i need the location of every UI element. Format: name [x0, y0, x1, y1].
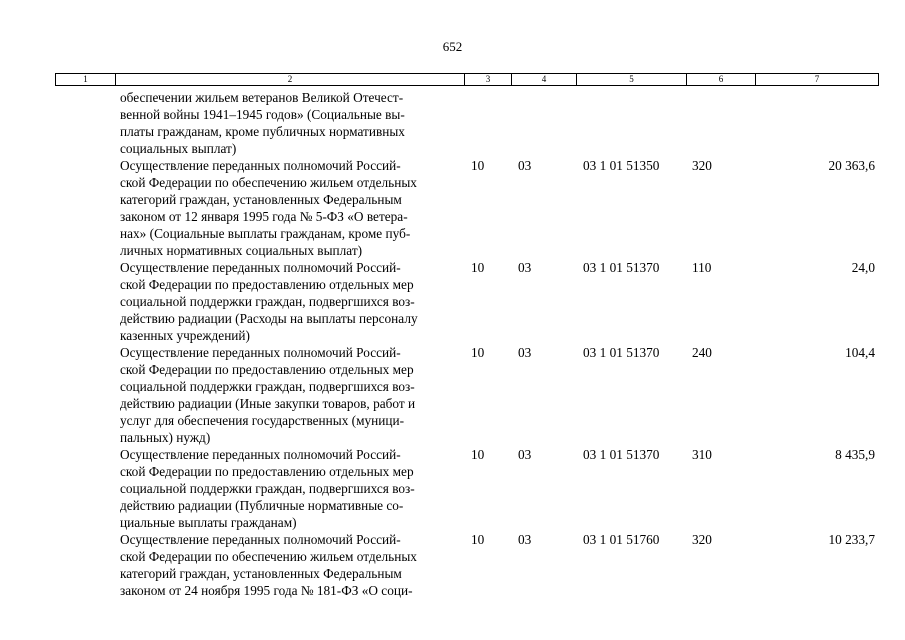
- row-description: Осуществление переданных полномочий Россий- ской Федерации по обеспечению жильем отдельных категорий граждан, установленных Федеральным законом от 12 января 1995 года № 5-ФЗ «О ветера- нах» (Социальные выплаты гражданам, кроме пуб- личных нормативных социальных выплат): [120, 158, 417, 258]
- row-expense-type: 240: [692, 345, 712, 360]
- row-description: Осуществление переданных полномочий Россий- ской Федерации по предоставлению отдельных мер социальной поддержки граждан, подвергшихся воз- действию радиации (Публичные нормативные со- циальные выплаты гражданам): [120, 447, 415, 530]
- row-section: 10: [471, 158, 485, 173]
- page-number: 652: [442, 39, 463, 54]
- row-expense-type: 320: [692, 158, 712, 173]
- row-target-code: 03 1 01 51370: [583, 345, 660, 360]
- row-subsection: 03: [518, 260, 532, 275]
- column-header-5: 5: [577, 74, 687, 85]
- column-header-2: 2: [116, 74, 465, 85]
- row-subsection: 03: [518, 532, 532, 547]
- row-amount: 24,0: [851, 260, 875, 275]
- column-header-3: 3: [465, 74, 512, 85]
- column-header-7: 7: [814, 74, 820, 84]
- table-column-header-row: [55, 73, 879, 86]
- table-row: [0, 89, 905, 157]
- row-subsection: 03: [518, 447, 532, 462]
- row-section: 10: [471, 447, 485, 462]
- row-target-code: 03 1 01 51370: [583, 447, 660, 462]
- row-description: обеспечении жильем ветеранов Великой Отечест- венной войны 1941–1945 годов» (Социальные вы- платы гражданам, кроме публичных нормативных социальных выплат): [120, 90, 405, 156]
- row-expense-type: 110: [692, 260, 712, 275]
- row-description: Осуществление переданных полномочий Россий- ской Федерации по предоставлению отдельных мер социальной поддержки граждан, подвергшихся воз- действию радиации (Иные закупки товаров, работ и услуг для обеспечения государственных (муници- пальных) нужд): [120, 345, 416, 445]
- row-expense-type: 320: [692, 532, 712, 547]
- row-amount: 10 233,7: [828, 532, 875, 547]
- table-row: [0, 446, 905, 531]
- table-row: [0, 157, 905, 259]
- row-description: Осуществление переданных полномочий Россий- ской Федерации по предоставлению отдельных мер социальной поддержки граждан, подвергшихся воз- действию радиации (Расходы на выплаты персоналу казенных учреждений): [120, 260, 418, 343]
- row-description: Осуществление переданных полномочий Россий- ской Федерации по обеспечению жильем отдельных категорий граждан, установленных Федеральным законом от 24 ноября 1995 года № 181-ФЗ «О соци-: [120, 532, 417, 598]
- row-target-code: 03 1 01 51370: [583, 260, 660, 275]
- table-row: [0, 531, 905, 599]
- row-expense-type: 310: [692, 447, 712, 462]
- table-body: [0, 89, 905, 599]
- row-target-code: 03 1 01 51350: [583, 158, 660, 173]
- column-header-1: 1: [56, 74, 116, 85]
- row-section: 10: [471, 532, 485, 547]
- row-target-code: 03 1 01 51760: [583, 532, 660, 547]
- row-subsection: 03: [518, 345, 532, 360]
- table-row: [0, 344, 905, 446]
- row-amount: 104,4: [845, 345, 875, 360]
- row-amount: 20 363,6: [828, 158, 875, 173]
- row-section: 10: [471, 345, 485, 360]
- row-amount: 8 435,9: [835, 447, 875, 462]
- column-header-4: 4: [512, 74, 577, 85]
- column-header-6: 6: [687, 74, 756, 85]
- row-section: 10: [471, 260, 485, 275]
- row-subsection: 03: [518, 158, 532, 173]
- table-row: [0, 259, 905, 344]
